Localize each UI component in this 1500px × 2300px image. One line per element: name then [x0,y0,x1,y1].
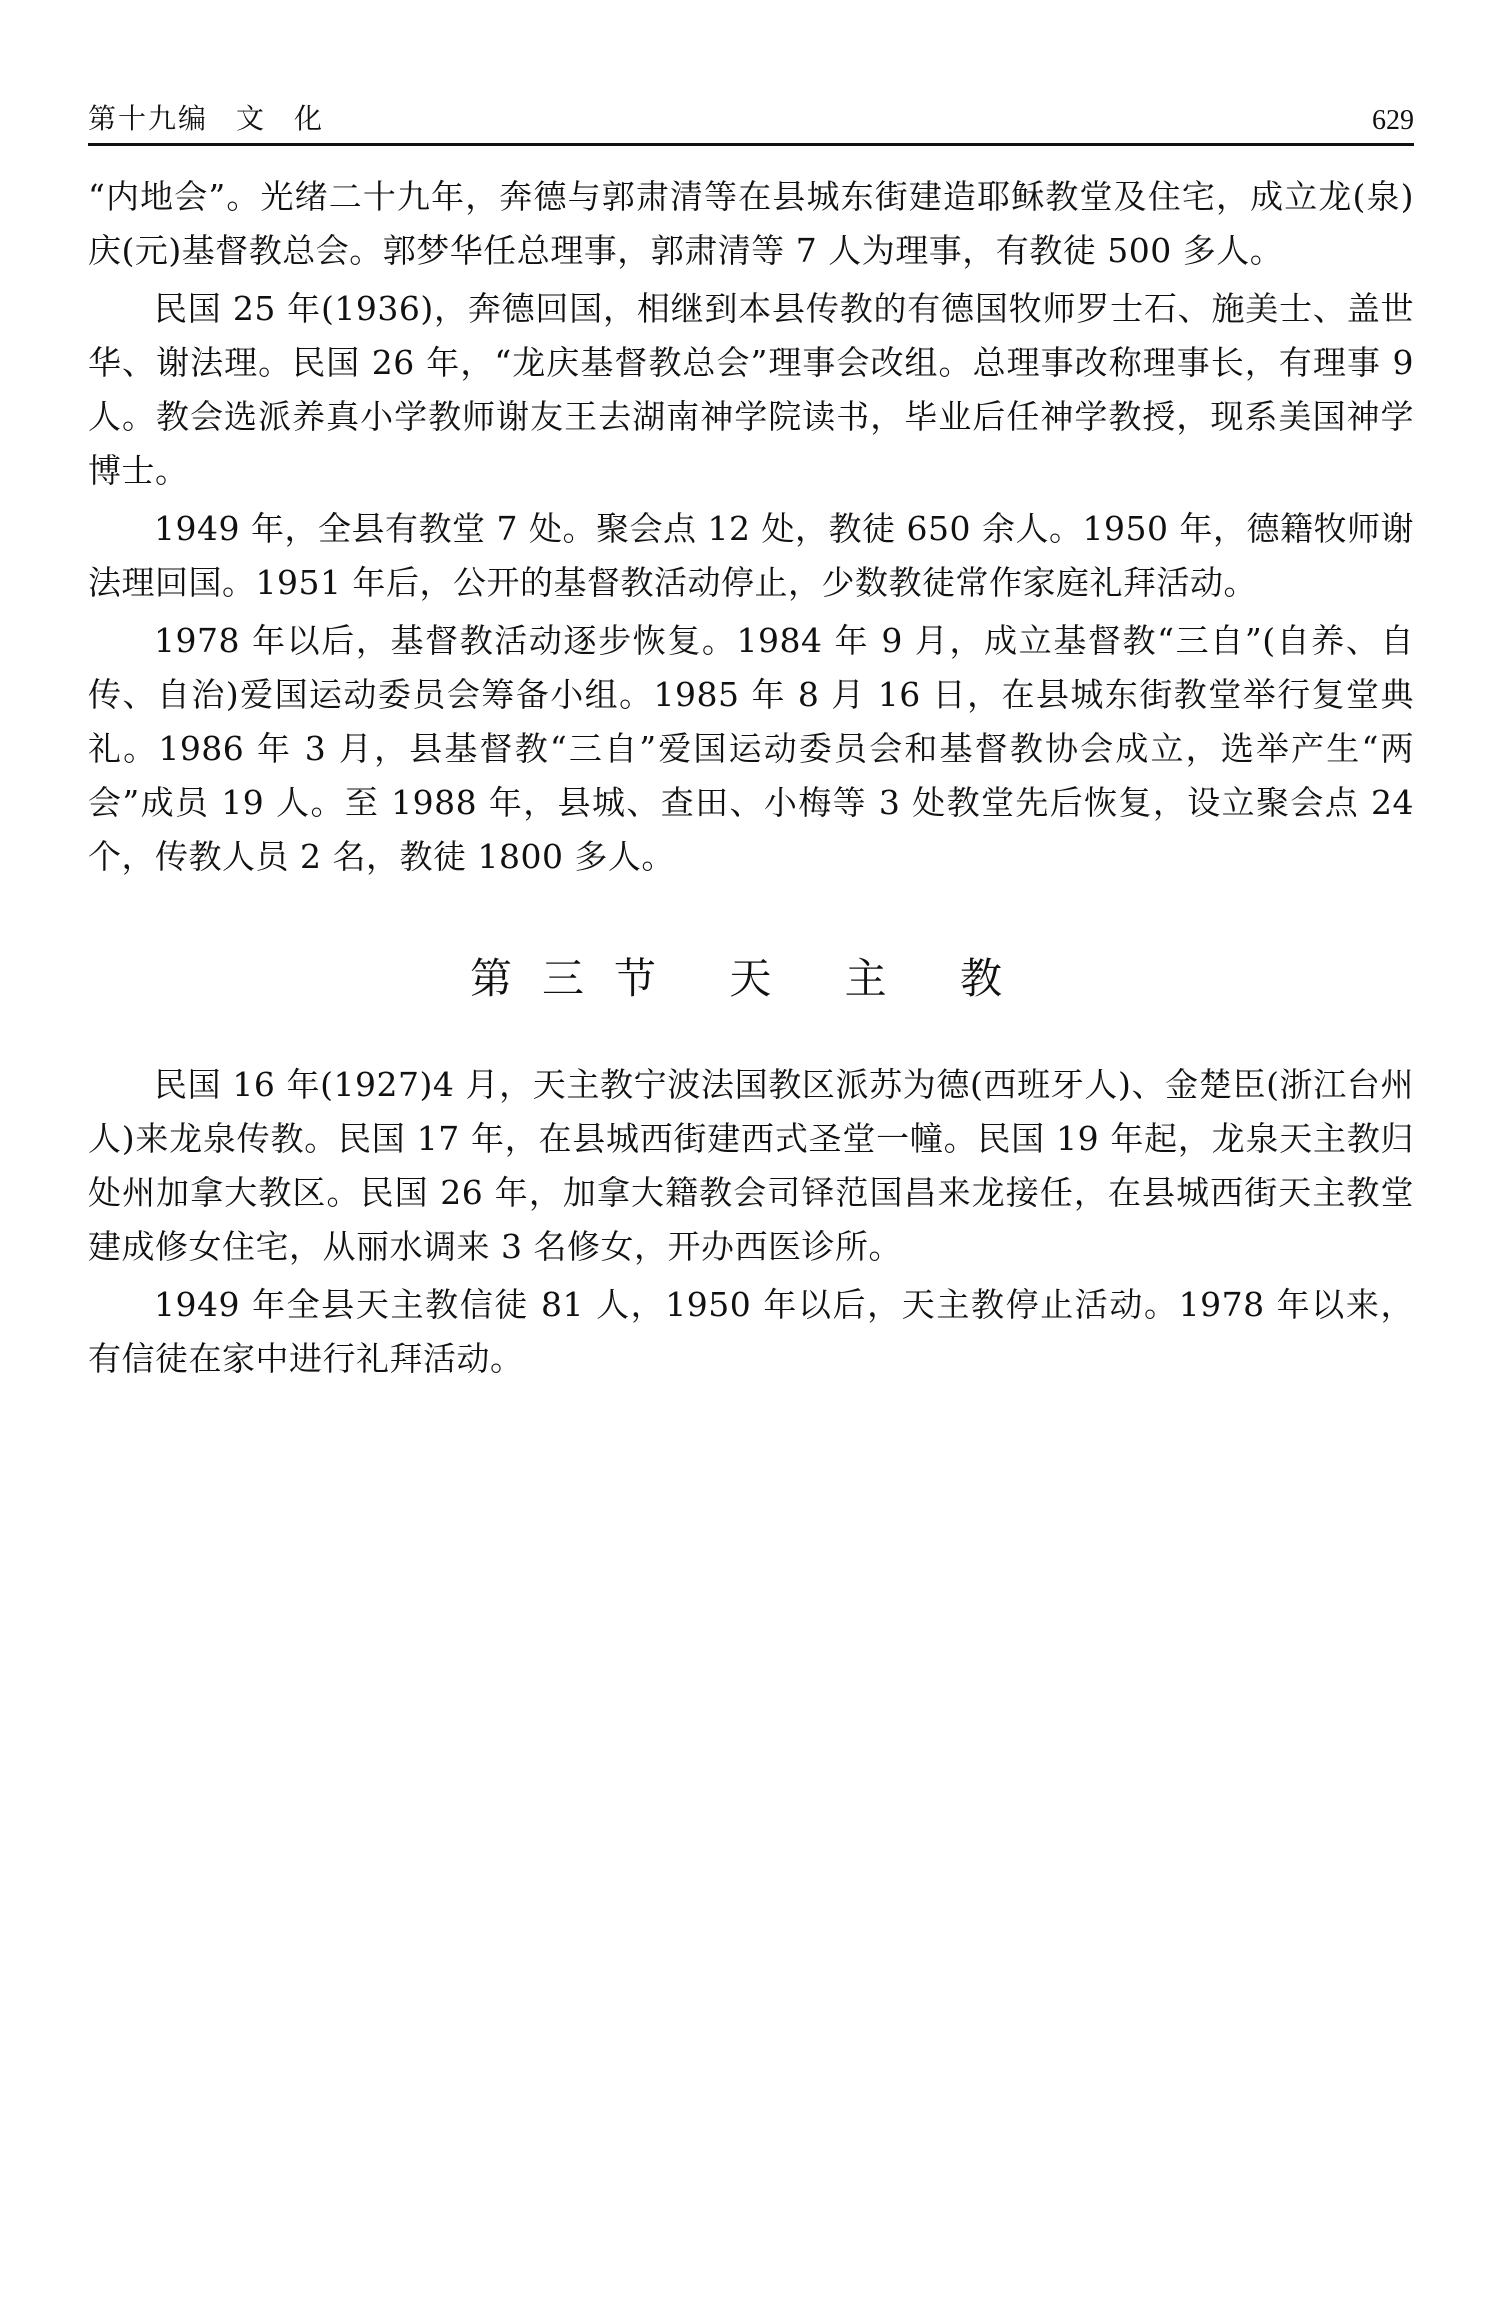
page-header [88,100,1414,146]
page-body [88,170,1414,1390]
chapter-label: 第十九编 [88,102,209,135]
paragraph-continued: “内地会”。光绪二十九年，奔德与郭肃清等在县城东街建造耶稣教堂及住宅，成立龙(泉)庆(元)基督教总会。郭梦华任总理事，郭肃清等 7 人为理事，有教徒 500 多人。 [88,177,1414,270]
section-heading: 第三节 天 主 教 [469,954,1033,1003]
title-char-1: 文 [236,102,267,135]
running-title [88,97,352,137]
paragraph: 1978 年以后，基督教活动逐步恢复。1984 年 9 月，成立基督教“三自”(自养、自传、自治)爱国运动委员会筹备小组。1985 年 8 月 16 日，在县城东街教堂举行复堂典礼。1986 年 3 月，县基督教“三自”爱国运动委员会和基督教协会成立，选举产生“两会”成员 19 人。至 1988 年，县城、查田、小梅等 3 处教堂先后恢复，设立聚会点 24 个，传教人员 2 名，教徒 1800 多人。 [88,621,1414,876]
title-char-2: 化 [294,102,325,135]
paragraph: 民国 16 年(1927)4 月，天主教宁波法国教区派苏为德(西班牙人)、金楚臣(浙江台州人)来龙泉传教。民国 17 年，在县城西街建西式圣堂一幢。民国 19 年起，龙泉天主教归处州加拿大教区。民国 26 年，加拿大籍教会司铎范国昌来龙接任，在县城西街天主教堂建成修女住宅，从丽水调来 3 名修女，开办西医诊所。 [88,1065,1414,1266]
paragraph: 1949 年，全县有教堂 7 处。聚会点 12 处，教徒 650 余人。1950 年，德籍牧师谢法理回国。1951 年后，公开的基督教活动停止，少数教徒常作家庭礼拜活动。 [88,509,1414,602]
paragraph: 民国 25 年(1936)，奔德回国，相继到本县传教的有德国牧师罗士石、施美士、盖世华、谢法理。民国 26 年，“龙庆基督教总会”理事会改组。总理事改称理事长，有理事 9 人。教会选派养真小学教师谢友王去湖南神学院读书，毕业后任神学教授，现系美国神学博士。 [88,289,1414,490]
paragraph: 1949 年全县天主教信徒 81 人，1950 年以后，天主教停止活动。1978 年以来，有信徒在家中进行礼拜活动。 [88,1285,1414,1378]
page-number: 629 [1372,105,1414,136]
